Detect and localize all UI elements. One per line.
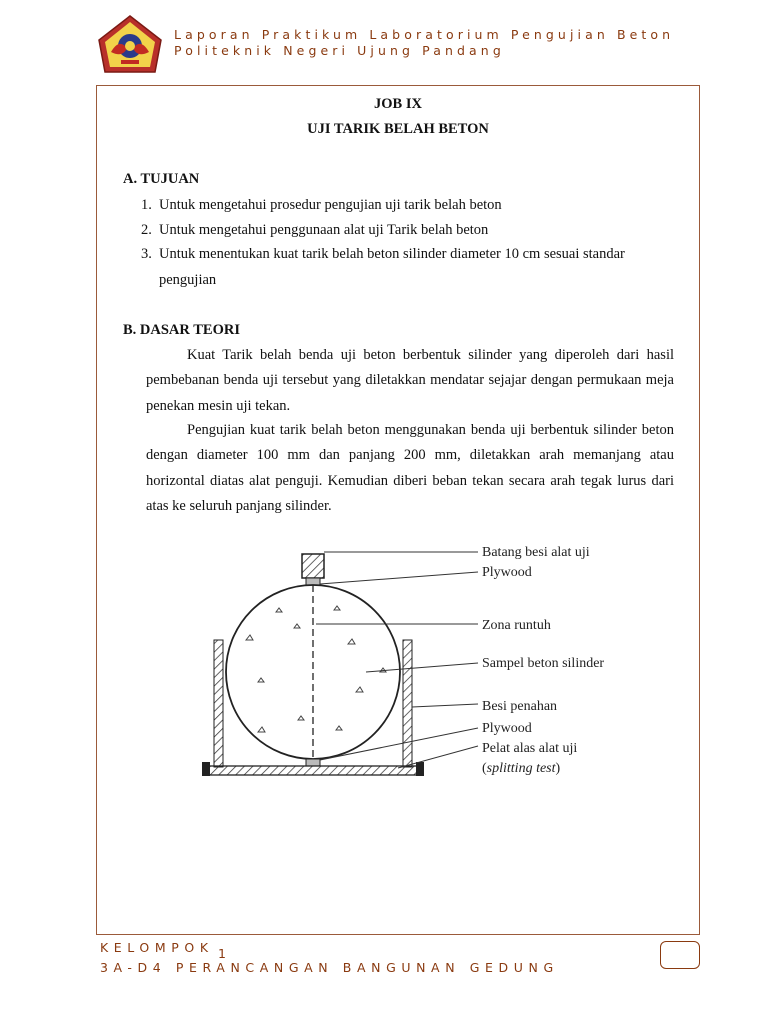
list-item-text: Untuk mengetahui prosedur pengujian uji tarik belah beton bbox=[159, 197, 502, 213]
figure-label: Plywood bbox=[482, 565, 532, 580]
list-item-continuation: pengujian bbox=[159, 272, 217, 288]
paragraph: Kuat Tarik belah benda uji beton berbentuk silinder yang diperoleh dari hasil pembebanan benda uji tersebut yang diletakkan mendatar sejajar dengan permukaan meja penekan mesin uji tekan. bbox=[146, 347, 674, 414]
list-item-number: 2. bbox=[141, 222, 152, 238]
header-line-2: Politeknik Negeri Ujung Pandang bbox=[174, 43, 505, 58]
section-a-heading: A. TUJUAN bbox=[123, 171, 200, 187]
figure-label: Pelat alas alat uji bbox=[482, 741, 578, 756]
footer-group-label: KELOMPOK bbox=[100, 940, 214, 955]
job-number: JOB IX bbox=[374, 96, 422, 112]
list-item bbox=[141, 197, 502, 214]
figure-label: Batang besi alat uji bbox=[482, 545, 590, 560]
list-item bbox=[141, 222, 488, 239]
figure-label: Zona runtuh bbox=[482, 618, 551, 633]
list-item-text: Untuk menentukan kuat tarik belah beton silinder diameter 10 cm sesuai standar bbox=[159, 246, 625, 262]
figure-label: Sampel beton silinder bbox=[482, 656, 605, 671]
page-number-box bbox=[660, 941, 700, 969]
list-item-text: Untuk mengetahui penggunaan alat uji Tarik belah beton bbox=[159, 222, 489, 238]
splitting-test-label: splitting test bbox=[486, 761, 556, 776]
report-header bbox=[174, 27, 674, 59]
document-title: UJI TARIK BELAH BETON bbox=[307, 121, 489, 137]
footer-class-label: 3A-D4 PERANCANGAN BANGUNAN GEDUNG bbox=[100, 960, 559, 975]
figure-label: Besi penahan bbox=[482, 699, 558, 714]
figure-label: Plywood bbox=[482, 721, 532, 736]
polytechnic-logo bbox=[97, 14, 163, 76]
splitting-test-figure bbox=[198, 532, 638, 787]
list-item-number: 3. bbox=[141, 246, 152, 262]
list-item-number: 1. bbox=[141, 197, 152, 213]
list-item bbox=[141, 246, 625, 263]
header-line-1: Laporan Praktikum Laboratorium Pengujian Beton bbox=[174, 27, 675, 42]
section-b-heading: B. DASAR TEORI bbox=[123, 322, 240, 338]
paren-close: ) bbox=[555, 761, 561, 776]
paragraph: Pengujian kuat tarik belah beton menggunakan benda uji berbentuk silinder beton dengan diameter 100 mm dan panjang 200 mm, diletakkan arah memanjang atau horizontal diatas alat penguji. Kemudian diberi beban tekan secara arah tegak lurus dari atas ke seluruh panjang silinder. bbox=[146, 422, 674, 514]
paren-open: ( bbox=[482, 761, 487, 776]
page-number: 1 bbox=[218, 946, 226, 961]
figure-label-italic bbox=[482, 761, 561, 776]
